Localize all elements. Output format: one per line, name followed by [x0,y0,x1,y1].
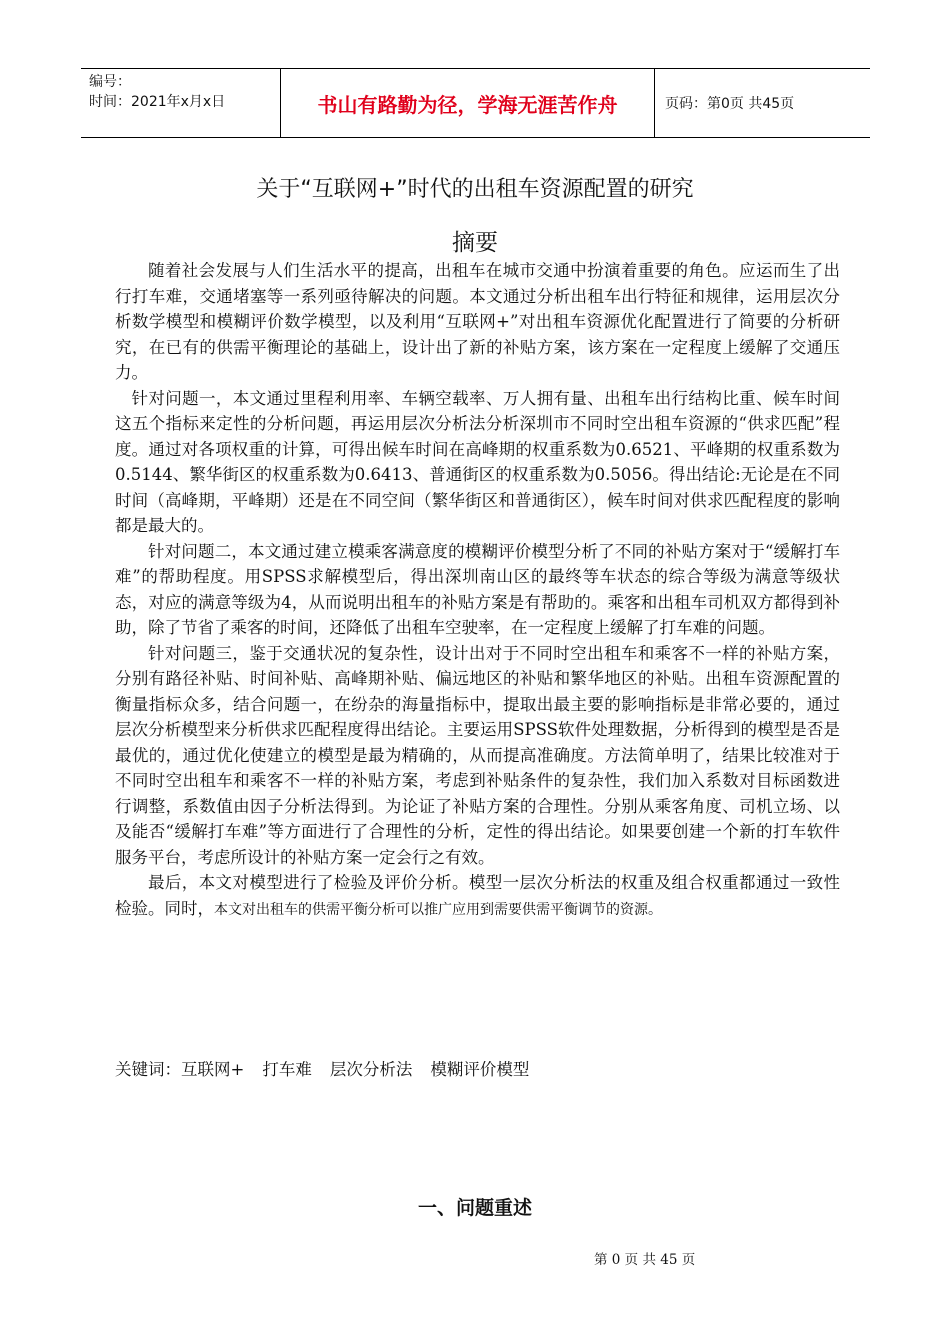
abstract-body [115,258,840,923]
paragraph-part: 最后，本文对模型进行了检验及评价分析。模型一层次分析法的权重及组合权重都通过一致性检验。同时， [115,873,840,918]
keyword: 互联网+ [181,1060,245,1079]
document-title: 关于“互联网+”时代的出租车资源配置的研究 [256,177,694,202]
page-footer: 第 0 页 共 45 页 [594,1252,696,1268]
paragraph: 针对问题二，本文通过建立模乘客满意度的模糊评价模型分析了不同的补贴方案对于“缓解打车难”的帮助程度。用SPSS求解模型后，得出深圳南山区的最终等车状态的综合等级为满意等级状态，对应的满意等级为4，从而说明出租车的补贴方案是有帮助的。乘客和出租车司机双方都得到补助，除了节省了乘客的时间，还降低了出租车空驶率，在一定程度上缓解了打车难的问题。 [115,541,840,637]
section-heading: 一、问题重述 [417,1197,532,1219]
header-motto: 书山有路勤为径，学海无涯苦作舟 [281,69,655,137]
paragraph [115,870,840,923]
number-label: 编号： [89,74,131,90]
paragraph: 针对问题一，本文通过里程利用率、车辆空载率、万人拥有量、出租车出行结构比重、候车时间这五个指标来定性的分析问题，再运用层次分析法分析深圳市不同时空出租车资源的“供求匹配”程度。通过对各项权重的计算，可得出候车时间在高峰期的权重系数为0.6521、平峰期的权重系数为0.5144、繁华街区的权重系数为0.6413、普通街区的权重系数为0.5056。得出结论:无论是在不同时间（高峰期，平峰期）还是在不同空间（繁华街区和普通街区），候车时间对供求匹配程度的影响都是最大的。 [115,388,840,535]
paragraph-part-small: 本文对出租车的供需平衡分析可以推广应用到需要供需平衡调节的资源。 [214,901,662,918]
header-table [81,68,870,138]
abstract-heading: 摘要 [452,230,498,256]
keyword: 模糊评价模型 [430,1060,530,1079]
header-meta [81,69,281,137]
keyword: 层次分析法 [329,1060,413,1079]
paragraph: 针对问题三，鉴于交通状况的复杂性，设计出对于不同时空出租车和乘客不一样的补贴方案，分别有路径补贴、时间补贴、高峰期补贴、偏远地区的补贴和繁华地区的补贴。出租车资源配置的衡量指标众多，结合问题一，在纷杂的海量指标中，提取出最主要的影响指标是非常必要的，通过层次分析模型来分析供求匹配程度得出结论。主要运用SPSS软件处理数据，分析得到的模型是否是最优的，通过优化使建立的模型是最为精确的，从而提高准确度。方法简单明了，结果比较准对于不同时空出租车和乘客不一样的补贴方案，考虑到补贴条件的复杂性，我们加入系数对目标函数进行调整，系数值由因子分析法得到。为论证了补贴方案的合理性。分别从乘客角度、司机立场、以及能否“缓解打车难”等方面进行了合理性的分析，定性的得出结论。如果要创建一个新的打车软件服务平台，考虑所设计的补贴方案一定会行之有效。 [115,643,840,867]
header-page-info: 页码：第0页 共45页 [665,96,795,112]
date-label: 时间：2021年x月x日 [89,94,226,110]
keywords-label: 关键词： [115,1060,181,1079]
keyword: 打车难 [262,1060,312,1079]
paragraph: 随着社会发展与人们生活水平的提高，出租车在城市交通中扮演着重要的角色。应运而生了出行打车难，交通堵塞等一系列亟待解决的问题。本文通过分析出租车出行特征和规律，运用层次分析数学模型和模糊评价数学模型，以及利用“互联网+”对出租车资源优化配置进行了简要的分析研究，在已有的供需平衡理论的基础上，设计出了新的补贴方案，该方案在一定程度上缓解了交通压力。 [115,261,840,382]
keywords [115,1057,840,1082]
